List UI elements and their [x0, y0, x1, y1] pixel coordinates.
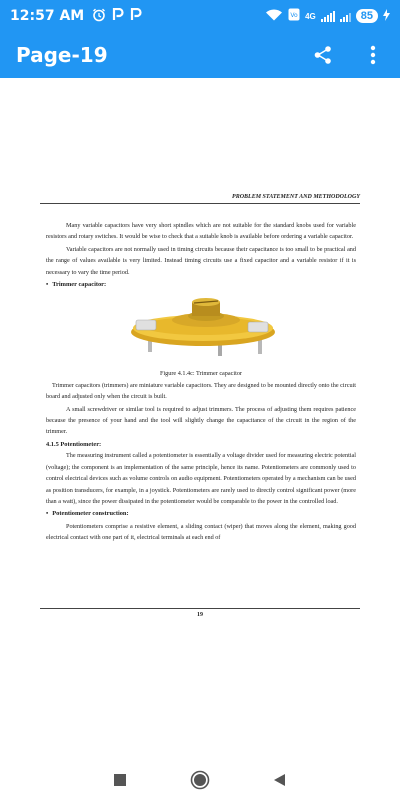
construction-heading: • Potentiometer construction:	[46, 508, 356, 519]
navigation-bar	[0, 760, 400, 800]
figure-caption: Figure 4.1.4c: Trimmer capacitor	[160, 370, 242, 378]
status-bar	[0, 0, 400, 32]
paragraph: Trimmer capacitors (trimmers) are miniature variable capacitors. They are designed to be mounted directly onto the circuit board and adjusted only when the circuit is built.	[46, 381, 356, 401]
wifi-icon	[265, 8, 283, 24]
section-heading: 4.1.5 Potentiometer:	[46, 440, 102, 448]
paragraph: Potentiometers comprise a resistive element, a sliding contact (wiper) that moves along the element, making good electrical contact with one part of it, electrical terminals at each end of	[46, 522, 356, 542]
page-number: 19	[197, 612, 203, 618]
network-type-label: 4G	[305, 11, 316, 21]
p-app-icon	[112, 8, 124, 24]
battery-indicator: 85	[356, 9, 378, 23]
home-circle-icon[interactable]	[189, 769, 211, 791]
signal-icon-2	[340, 10, 351, 22]
paragraph: A small screwdriver or similar tool is required to adjust trimmers. The process of adjusting them requires patience because the presence of your hand and the tool will slightly change the capacitance of the circuit in the region of the trimmer.	[46, 405, 356, 436]
status-time: 12:57 AM	[10, 8, 85, 24]
signal-icon	[321, 10, 335, 22]
trimmer-heading: • Trimmer capacitor:	[46, 279, 356, 290]
running-header: PROBLEM STATEMENT AND METHODOLOGY	[40, 194, 360, 204]
paragraph: Variable capacitors are not normally used in timing circuits because their capacitance is too small to be practical and the range of values available is very limited. Instead timing circuits use a fixed capacitor and a variable resistor if it is necessary to vary the time period.	[46, 245, 356, 276]
paragraph: The measuring instrument called a potentiometer is essentially a voltage divider used for measuring electric potential (voltage); the component is an implementation of the same principle, hence its name. Potentiometers are commonly used to control electrical devices such as volume controls on audio equipment. Potentiometers operated by a mechanism can be used as position transducers, for example, in a joystick. Potentiometers are rarely used to directly control significant power (more than a watt), since the power dissipated in the potentiometer would be comparable to the power in the controlled load.	[46, 452, 356, 505]
page-title: Page-19	[16, 43, 108, 67]
document-content	[46, 220, 356, 545]
trimmer-capacitor-image	[108, 294, 294, 364]
app-actions	[312, 44, 384, 66]
alarm-icon	[92, 8, 106, 25]
svg-text:Vo: Vo	[290, 12, 298, 19]
p-app-icon	[130, 8, 142, 24]
paragraph: Many variable capacitors have very short spindles which are not suitable for the standard knobs used for variable resistors and rotary switches. It would be wise to check that a suitable knob is available before ordering a variable capacitor.	[46, 222, 356, 241]
document-page[interactable]	[0, 78, 400, 760]
share-icon[interactable]	[312, 44, 334, 66]
status-right-icons	[265, 8, 390, 24]
charging-icon	[383, 9, 390, 24]
footer-rule	[40, 608, 360, 609]
volte-icon	[288, 8, 300, 24]
recents-square-icon[interactable]	[109, 769, 131, 791]
status-left-icons	[92, 8, 142, 25]
more-vert-icon[interactable]	[362, 44, 384, 66]
back-triangle-icon[interactable]	[269, 769, 291, 791]
app-bar	[0, 32, 400, 78]
